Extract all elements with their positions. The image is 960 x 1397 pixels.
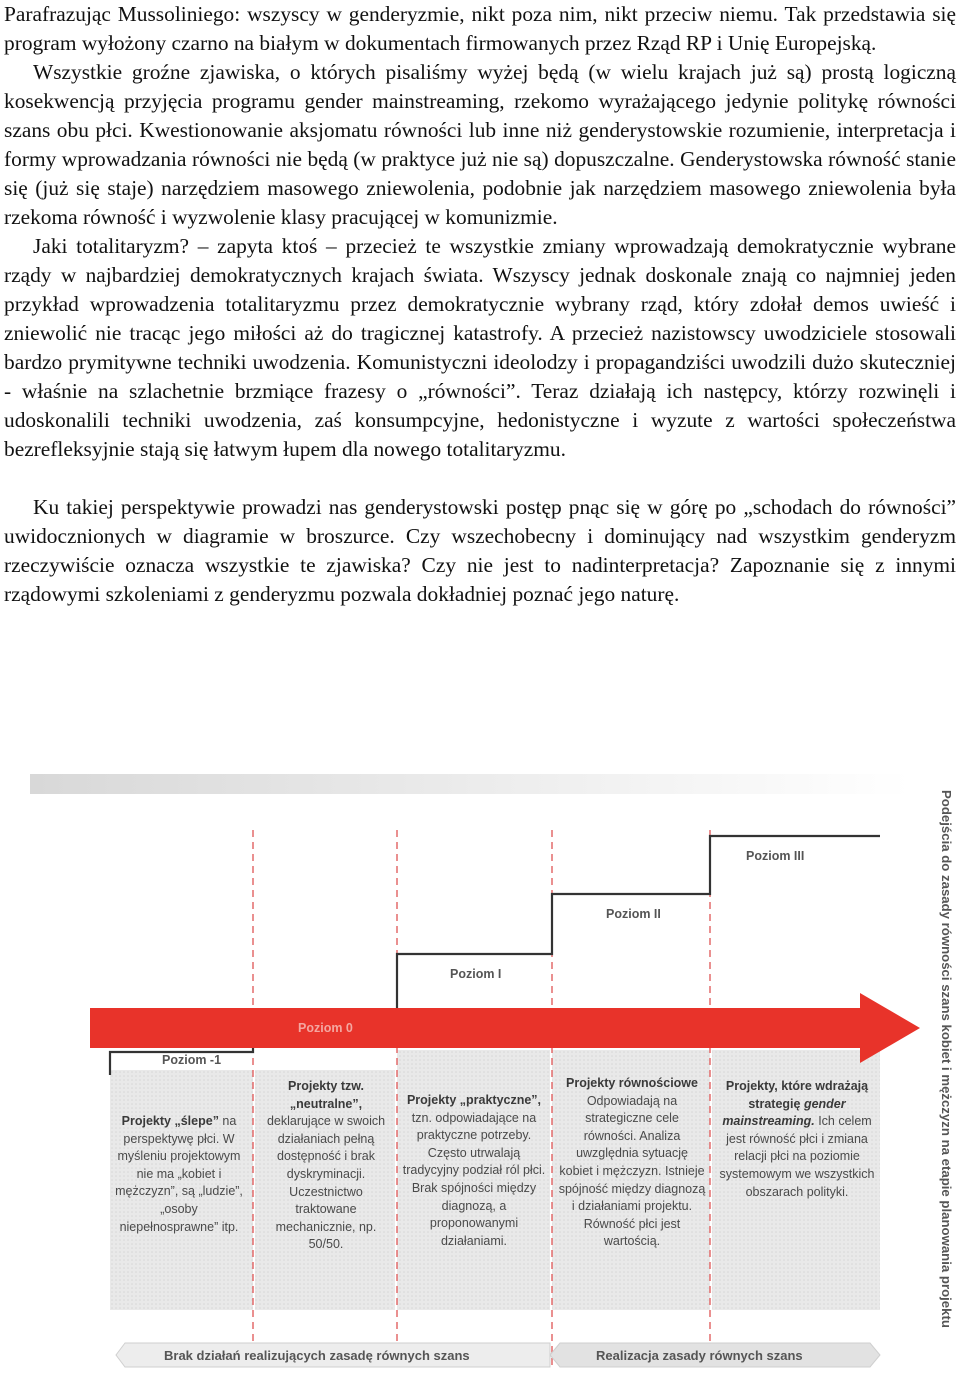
paragraph-gap (4, 464, 956, 493)
column-title-2: Projekty tzw. „neutralne”, (288, 1079, 364, 1111)
bottom-left-label: Brak działań realizujących zasadę równych szans (164, 1348, 470, 1363)
column-body-2: deklarujące w swoich działaniach pełną dostępność i brak dyskryminacji. Uczestnictwo traktowane mechanicznie, np. 50/50. (266, 1114, 386, 1252)
vertical-caption (936, 790, 956, 1390)
column-title-5: Projekty, które wdrażają strategię (725, 1079, 869, 1111)
column-text-3 (400, 1092, 548, 1250)
level-label-0: Poziom 0 (298, 1021, 353, 1035)
paragraph-3: Jaki totalitaryzm? – zapyta ktoś – przecież te wszystkie zmiany wprowadzają demokratycznie wybrane rządy w najbardziej demokratycznych krajach świata. Wszyscy jednak doskonale znają co najmniej jeden przykład wprowadzenia totalitaryzmu przez demokratycznie wybrany rząd, który zdołał demos uwieść i zniewolić nie tracąc jego miłości aż do tragicznej katastrofy. A przecież nazistowscy uwodziciele stosowali bardzo prymitywne techniki uwodzenia. Komunistyczni ideolodzy i propagandziści uwodzili dużo skuteczniej - właśnie na szlachetnie brzmiące frazesy o „równości”. Teraz działają ich następcy, którzy rozwinęli i udoskonalili techniki uwodzenia, zaś konsumpcyjne, hedonistyczne i wyzute z wartości społeczeństwa bezrefleksyjnie stają się łatwym łupem dla nowego totalitaryzmu. (4, 234, 956, 461)
paragraph-4: Ku takiej perspektywie prowadzi nas genderystowski postęp pnąc się w górę po „schodach do równości” uwidocznionych w diagramie w broszurce. Czy wszechobecny i dominujący nad wszystkim genderyzm rzeczywiście oznacza wszystkie te zjawiska? Czy nie jest to nadinterpretacja? Zapoznanie się z innymi rządowymi szkoleniami z genderyzmu pozwala dokładniej poznać jego naturę. (4, 495, 956, 606)
column-body-1: na perspektywę płci. W myśleniu projektowym nie ma „kobiet i mężczyzn”, są „ludzie”, „osoby niepełnosprawne” itp. (115, 1114, 243, 1234)
level-label-minus-1: Poziom -1 (162, 1053, 222, 1067)
vertical-caption-text: Podejścia do zasady równości szans kobiet i mężczyzn na etapie planowania projektu (939, 790, 954, 1328)
level-label-2: Poziom II (606, 907, 661, 921)
column-body-4: Odpowiadają na strategiczne cele równości. Analiza uwzględnia sytuację kobiet i mężczyzn. Istnieje spójność między diagnozą i działaniami projektu. Równość płci jest wartością. (558, 1093, 706, 1249)
paragraph-2: Wszystkie groźne zjawiska, o których pisaliśmy wyżej będą (w wielu krajach już są) prostą logiczną kosekwencją przyjęcia programu gender mainstreaming, rzekomo wyrażającego jedynie politykę równości szans obu płci. Kwestionowanie aksjomatu równości lub inne niż genderystowskie rozumienie, interpretacja i formy wprowadzania równości nie będą (w praktyce już nie są) dopuszczalne. Genderystowska równość stanie się (już się staje) narzędziem masowego zniewolenia, podobnie jak narzędziem masowego zniewolenia była rzekoma równość i wyzwolenie klasy pracującej w komunizmie. (4, 60, 956, 229)
level-label-3: Poziom III (746, 849, 805, 863)
level-label-1: Poziom I (450, 967, 502, 981)
bottom-right-label: Realizacja zasady równych szans (596, 1348, 803, 1363)
top-band (30, 774, 910, 794)
paragraph-1: Parafrazując Mussoliniego: wszyscy w genderyzmie, nikt poza nim, nikt przeciw niemu. Tak przedstawia się program wyłożony czarno na białym w dokumentach firmowanych przez Rząd RP i Unię Europejską. (4, 2, 956, 55)
column-text-5 (718, 1078, 876, 1201)
column-title-1: Projekty „ślepe” (121, 1114, 219, 1128)
column-text-2 (258, 1078, 394, 1254)
column-title-4: Projekty równościowe (566, 1076, 698, 1090)
stairs-diagram (30, 770, 960, 1397)
column-title-3: Projekty „praktyczne”, (406, 1093, 542, 1107)
body-text (4, 0, 956, 609)
column-text-4 (558, 1075, 706, 1251)
column-text-1 (110, 1113, 248, 1236)
column-body-5: Ich celem jest równość płci i zmiana relacji płci na poziomie systemowym we wszystkich obszarach polityki. (719, 1114, 875, 1199)
column-title-italic-5: gender mainstreaming. (722, 1096, 846, 1129)
column-body-3: tzn. odpowiadające na praktyczne potrzeby. Często utrwalają tradycyjny podział ról płci. Brak spójności między diagnozą, a proponowanymi działaniami. (402, 1110, 546, 1248)
